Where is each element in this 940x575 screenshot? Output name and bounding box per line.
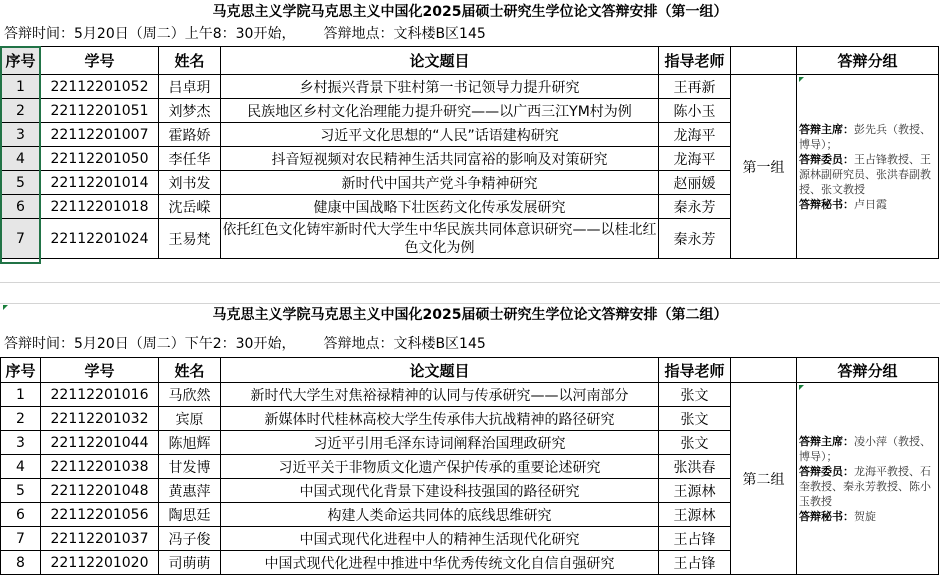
cell-name[interactable]: 甘发博 bbox=[159, 455, 221, 479]
cell-no[interactable]: 7 bbox=[1, 219, 41, 259]
header-defense-group[interactable]: 答辩分组 bbox=[797, 47, 939, 75]
cell-advisor[interactable]: 张文 bbox=[659, 383, 731, 407]
committee-secretary-label: 答辩秘书： bbox=[799, 509, 854, 523]
cell-thesis-title[interactable]: 习近平引用毛泽东诗词阐释治国理政研究 bbox=[221, 431, 659, 455]
cell-no[interactable]: 6 bbox=[1, 195, 41, 219]
cell-advisor[interactable]: 张文 bbox=[659, 431, 731, 455]
cell-thesis-title[interactable]: 中国式现代化进程中人的精神生活现代化研究 bbox=[221, 527, 659, 551]
cell-name[interactable]: 宾原 bbox=[159, 407, 221, 431]
header-thesis-title[interactable]: 论文题目 bbox=[221, 47, 659, 75]
defense-location: 答辩地点：文科楼B区145 bbox=[323, 336, 486, 352]
defense-time: 答辩时间：5月20日（周二）上午8：30开始， bbox=[4, 26, 296, 42]
cell-name[interactable]: 马欣然 bbox=[159, 383, 221, 407]
cell-no[interactable]: 2 bbox=[1, 99, 41, 123]
cell-thesis-title[interactable]: 依托红色文化铸牢新时代大学生中华民族共同体意识研究——以桂北红色文化为例 bbox=[221, 219, 659, 259]
header-blank[interactable] bbox=[731, 358, 797, 383]
section-2-title[interactable]: 马克思主义学院马克思主义中国化2025届硕士研究生学位论文答辩安排（第二组） bbox=[212, 307, 728, 323]
cell-advisor[interactable]: 王占锋 bbox=[659, 527, 731, 551]
table-header-row bbox=[1, 47, 939, 75]
cell-advisor[interactable]: 赵丽媛 bbox=[659, 171, 731, 195]
committee-chair: 彭先兵（教授、博导）； bbox=[799, 122, 931, 151]
cell-name[interactable]: 冯子俊 bbox=[159, 527, 221, 551]
cell-student-id[interactable]: 22112201014 bbox=[41, 171, 159, 195]
cell-no[interactable]: 3 bbox=[1, 123, 41, 147]
comment-marker bbox=[799, 385, 804, 390]
defense-time: 答辩时间：5月20日（周二）下午2：30开始， bbox=[4, 336, 296, 352]
committee-members-label: 答辩委员： bbox=[799, 464, 854, 478]
defense-location: 答辩地点：文科楼B区145 bbox=[323, 26, 486, 42]
cell-advisor[interactable]: 王源林 bbox=[659, 503, 731, 527]
header-name[interactable]: 姓名 bbox=[159, 47, 221, 75]
committee-chair-label: 答辩主席： bbox=[799, 434, 854, 448]
cell-name[interactable]: 司萌萌 bbox=[159, 551, 221, 575]
header-no[interactable]: 序号 bbox=[1, 358, 41, 383]
cell-advisor[interactable]: 张文 bbox=[659, 407, 731, 431]
cell-thesis-title[interactable]: 民族地区乡村文化治理能力提升研究——以广西三江YM村为例 bbox=[221, 99, 659, 123]
table-header-row bbox=[1, 358, 939, 383]
header-defense-group[interactable]: 答辩分组 bbox=[797, 358, 939, 383]
cell-student-id[interactable]: 22112201007 bbox=[41, 123, 159, 147]
cell-name[interactable]: 刘书发 bbox=[159, 171, 221, 195]
header-student-id[interactable]: 学号 bbox=[41, 47, 159, 75]
committee-secretary-label: 答辩秘书： bbox=[799, 197, 854, 211]
committee-secretary: 贺旋 bbox=[854, 509, 876, 523]
cell-name[interactable]: 吕卓玥 bbox=[159, 75, 221, 99]
cell-student-id[interactable]: 22112201024 bbox=[41, 219, 159, 259]
cell-thesis-title[interactable]: 抖音短视频对农民精神生活共同富裕的影响及对策研究 bbox=[221, 147, 659, 171]
committee-cell[interactable] bbox=[797, 75, 939, 259]
header-blank[interactable] bbox=[731, 47, 797, 75]
header-no[interactable]: 序号 bbox=[1, 47, 41, 75]
cell-student-id[interactable]: 22112201020 bbox=[41, 551, 159, 575]
committee-members: 龙海平教授、石奎教授、秦永芳教授、陈小玉教授 bbox=[799, 464, 931, 508]
cell-no[interactable]: 5 bbox=[1, 171, 41, 195]
cell-name[interactable]: 陶思廷 bbox=[159, 503, 221, 527]
header-name[interactable]: 姓名 bbox=[159, 358, 221, 383]
cell-advisor[interactable]: 龙海平 bbox=[659, 123, 731, 147]
cell-student-id[interactable]: 22112201052 bbox=[41, 75, 159, 99]
cell-selection-outline bbox=[0, 46, 41, 264]
cell-no[interactable]: 2 bbox=[1, 407, 41, 431]
cell-thesis-title[interactable]: 乡村振兴背景下驻村第一书记领导力提升研究 bbox=[221, 75, 659, 99]
cell-no[interactable]: 1 bbox=[1, 383, 41, 407]
table-row bbox=[1, 75, 939, 99]
committee-members-label: 答辩委员： bbox=[799, 152, 854, 166]
cell-advisor[interactable]: 龙海平 bbox=[659, 147, 731, 171]
committee-chair-label: 答辩主席： bbox=[799, 122, 854, 136]
committee-chair: 凌小萍（教授、博导）； bbox=[799, 434, 931, 463]
cell-student-id[interactable]: 22112201018 bbox=[41, 195, 159, 219]
cell-name[interactable]: 沈岳嵘 bbox=[159, 195, 221, 219]
cell-advisor[interactable]: 王占锋 bbox=[659, 551, 731, 575]
cell-no[interactable]: 8 bbox=[1, 551, 41, 575]
header-student-id[interactable]: 学号 bbox=[41, 358, 159, 383]
cell-student-id[interactable]: 22112201016 bbox=[41, 383, 159, 407]
table-row bbox=[1, 383, 939, 407]
cell-advisor[interactable]: 王再新 bbox=[659, 75, 731, 99]
cell-no[interactable]: 7 bbox=[1, 527, 41, 551]
cell-student-id[interactable]: 22112201051 bbox=[41, 99, 159, 123]
cell-advisor[interactable]: 王源林 bbox=[659, 479, 731, 503]
cell-thesis-title[interactable]: 中国式现代化背景下建设科技强国的路径研究 bbox=[221, 479, 659, 503]
cell-no[interactable]: 4 bbox=[1, 455, 41, 479]
cell-student-id[interactable]: 22112201038 bbox=[41, 455, 159, 479]
header-advisor[interactable]: 指导老师 bbox=[659, 358, 731, 383]
committee-secretary: 卢日霞 bbox=[854, 197, 887, 211]
header-thesis-title[interactable]: 论文题目 bbox=[221, 358, 659, 383]
cell-no[interactable]: 3 bbox=[1, 431, 41, 455]
cell-thesis-title[interactable]: 健康中国战略下壮医药文化传承发展研究 bbox=[221, 195, 659, 219]
cell-thesis-title[interactable]: 新时代大学生对焦裕禄精神的认同与传承研究——以河南部分 bbox=[221, 383, 659, 407]
cell-thesis-title[interactable]: 习近平文化思想的“人民”话语建构研究 bbox=[221, 123, 659, 147]
cell-no[interactable]: 1 bbox=[1, 75, 41, 99]
empty-row-gridline bbox=[0, 282, 940, 283]
section-1-info[interactable] bbox=[4, 23, 486, 45]
cell-student-id[interactable]: 22112201056 bbox=[41, 503, 159, 527]
group-name-cell[interactable]: 第二组 bbox=[731, 383, 797, 575]
cell-advisor[interactable]: 陈小玉 bbox=[659, 99, 731, 123]
cell-thesis-title[interactable]: 新媒体时代桂林高校大学生传承伟大抗战精神的路径研究 bbox=[221, 407, 659, 431]
section-2-info[interactable] bbox=[4, 333, 486, 355]
cell-student-id[interactable]: 22112201037 bbox=[41, 527, 159, 551]
group-name-cell[interactable]: 第一组 bbox=[731, 75, 797, 259]
cell-no[interactable]: 6 bbox=[1, 503, 41, 527]
cell-name[interactable]: 王易梵 bbox=[159, 219, 221, 259]
section-1-title[interactable]: 马克思主义学院马克思主义中国化2025届硕士研究生学位论文答辩安排（第一组） bbox=[212, 4, 728, 20]
cell-advisor[interactable]: 张洪春 bbox=[659, 455, 731, 479]
cell-name[interactable]: 陈旭辉 bbox=[159, 431, 221, 455]
cell-thesis-title[interactable]: 中国式现代化进程中推进中华优秀传统文化自信自强研究 bbox=[221, 551, 659, 575]
cell-no[interactable]: 5 bbox=[1, 479, 41, 503]
cell-no[interactable]: 4 bbox=[1, 147, 41, 171]
cell-student-id[interactable]: 22112201048 bbox=[41, 479, 159, 503]
comment-marker bbox=[799, 77, 804, 82]
header-advisor[interactable]: 指导老师 bbox=[659, 47, 731, 75]
cell-student-id[interactable]: 22112201044 bbox=[41, 431, 159, 455]
cell-thesis-title[interactable]: 构建人类命运共同体的底线思维研究 bbox=[221, 503, 659, 527]
cell-name[interactable]: 李任华 bbox=[159, 147, 221, 171]
cell-thesis-title[interactable]: 习近平关于非物质文化遗产保护传承的重要论述研究 bbox=[221, 455, 659, 479]
committee-cell[interactable] bbox=[797, 383, 939, 575]
cell-student-id[interactable]: 22112201032 bbox=[41, 407, 159, 431]
cell-thesis-title[interactable]: 新时代中国共产党斗争精神研究 bbox=[221, 171, 659, 195]
cell-name[interactable]: 霍路娇 bbox=[159, 123, 221, 147]
cell-name[interactable]: 刘梦杰 bbox=[159, 99, 221, 123]
cell-advisor[interactable]: 秦永芳 bbox=[659, 195, 731, 219]
cell-student-id[interactable]: 22112201050 bbox=[41, 147, 159, 171]
committee-members: 王占锋教授、王源林副研究员、张洪春副教授、张文教授 bbox=[799, 152, 931, 196]
cell-name[interactable]: 黄惠萍 bbox=[159, 479, 221, 503]
cell-advisor[interactable]: 秦永芳 bbox=[659, 219, 731, 259]
